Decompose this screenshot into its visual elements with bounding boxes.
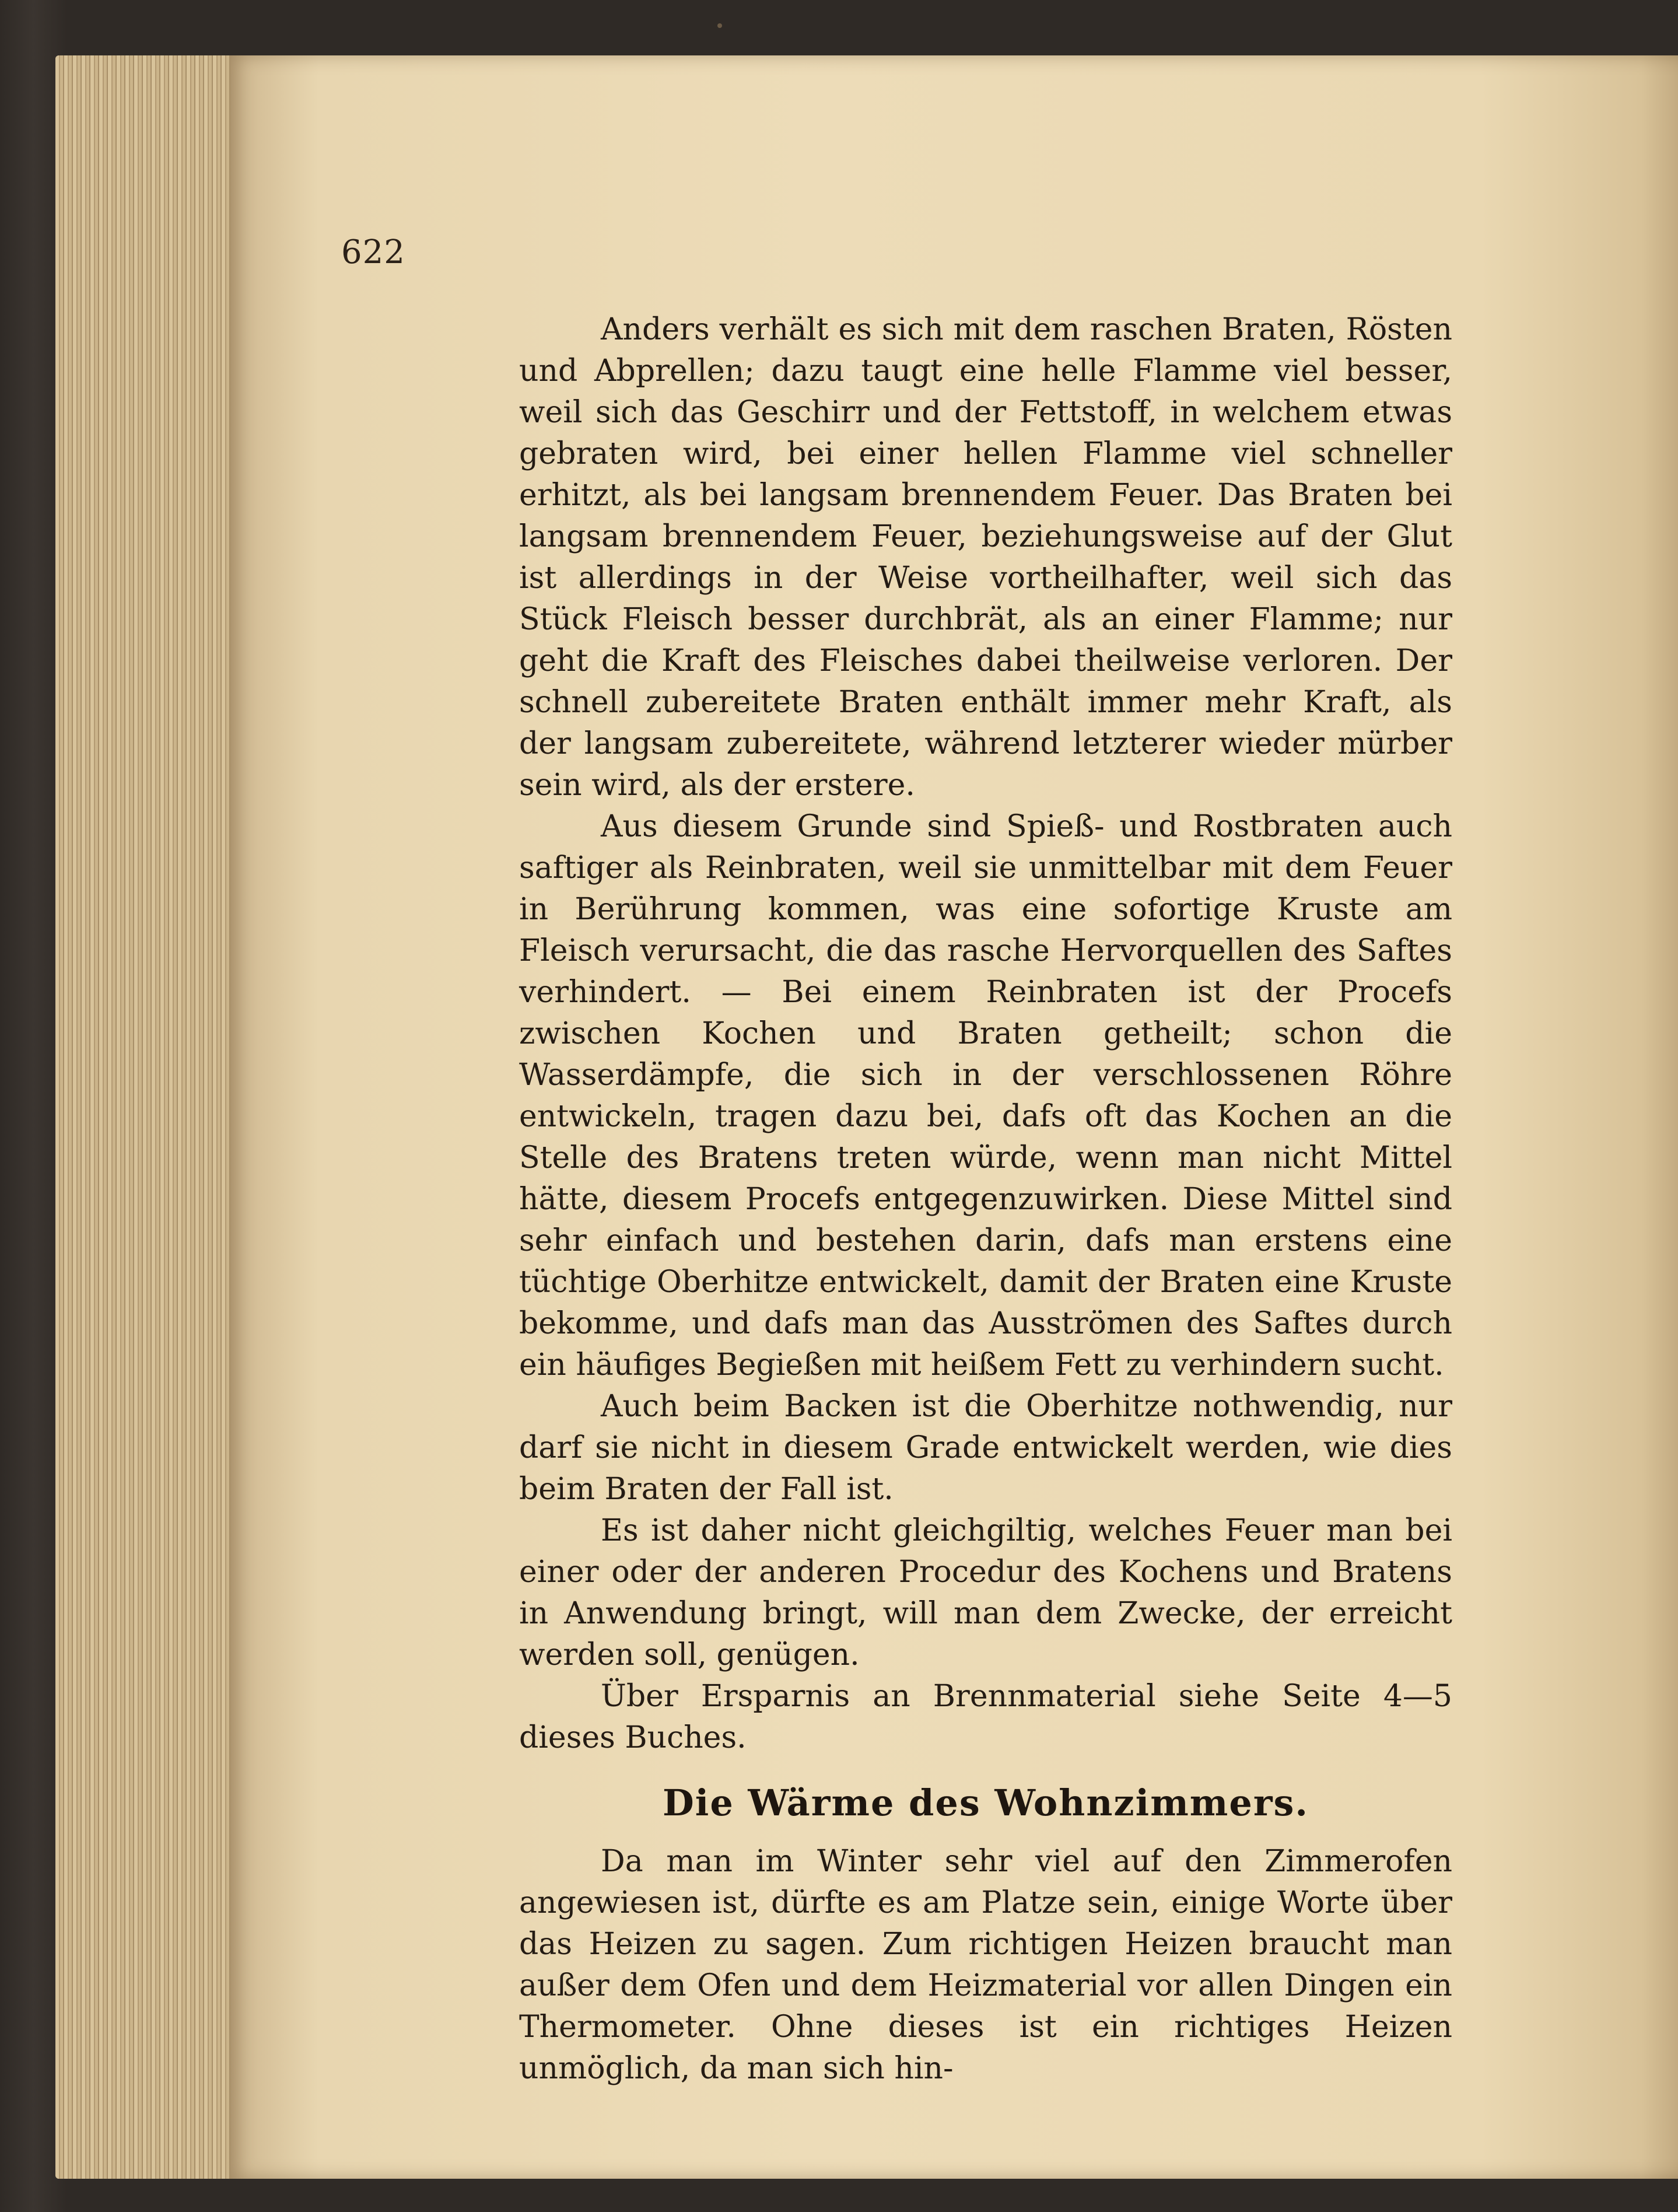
paragraph-heating: Da man im Winter sehr viel auf den Zimmerofen angewiesen ist, dürfte es am Platze sein, einige Worte über das Heizen zu sagen. Zum richtigen Heizen braucht man außer dem Ofen und dem Heizmaterial vor allen Dingen ein Thermometer. Ohne dieses ist ein richtiges Heizen unmöglich, da man sich hin- xyxy=(519,1844,1452,2086)
paragraph-fuel-savings: Über Ersparnis an Brennmaterial siehe Seite 4—5 dieses Buches. xyxy=(519,1679,1452,1755)
paragraph-roasting: Anders verhält es sich mit dem raschen Braten, Rösten und Abprellen; dazu taugt eine helle Flamme viel besser, weil sich das Geschirr und der Fettstoff, in welchem etwas gebraten wird, bei einer hellen Flamme viel schneller erhitzt, als bei langsam brennendem Feuer. Das Braten bei langsam brennendem Feuer, beziehungsweise auf der Glut ist allerdings in der Weise vortheilhafter, weil sich das Stück Fleisch besser durchbrät, als an einer Flamme; nur geht die Kraft des Fleisches dabei theilweise verloren. Der schnell zubereitete Braten enthält immer mehr Kraft, als der langsam zubereitete, während letzterer wieder mürber sein wird, als der erstere. xyxy=(519,312,1452,803)
section-heading: Die Wärme des Wohnzimmers. xyxy=(663,1782,1309,1824)
page-number: 622 xyxy=(341,233,405,271)
body-text xyxy=(519,309,1452,2090)
page-edges xyxy=(55,55,248,2179)
paragraph-spit-roast: Aus diesem Grunde sind Spieß- und Rostbraten auch saftiger als Reinbraten, weil sie unmittelbar mit dem Feuer in Berührung kommen, was eine sofortige Kruste am Fleisch verursacht, die das rasche Hervorquellen des Saftes verhindert. — Bei einem Reinbraten ist der Procefs zwischen Kochen und Braten getheilt; schon die Wasserdämpfe, die sich in der verschlossenen Röhre entwickeln, tragen dazu bei, dafs oft das Kochen an die Stelle des Bratens treten würde, wenn man nicht Mittel hätte, diesem Procefs entgegenzuwirken. Diese Mittel sind sehr einfach und bestehen darin, dafs man erstens eine tüchtige Oberhitze entwickelt, damit der Braten eine Kruste bekomme, und dafs man das Ausströmen des Saftes durch ein häufiges Begießen mit heißem Fett zu verhindern sucht. xyxy=(519,809,1452,1382)
dust-speck xyxy=(717,23,722,28)
paragraph-baking: Auch beim Backen ist die Oberhitze nothwendig, nur darf sie nicht in diesem Grade entwickelt werden, wie dies beim Braten der Fall ist. xyxy=(519,1389,1452,1507)
paragraph-fire-choice: Es ist daher nicht gleichgiltig, welches Feuer man bei einer oder der anderen Procedur des Kochens und Bratens in Anwendung bringt, will man dem Zwecke, der erreicht werden soll, genügen. xyxy=(519,1513,1452,1672)
